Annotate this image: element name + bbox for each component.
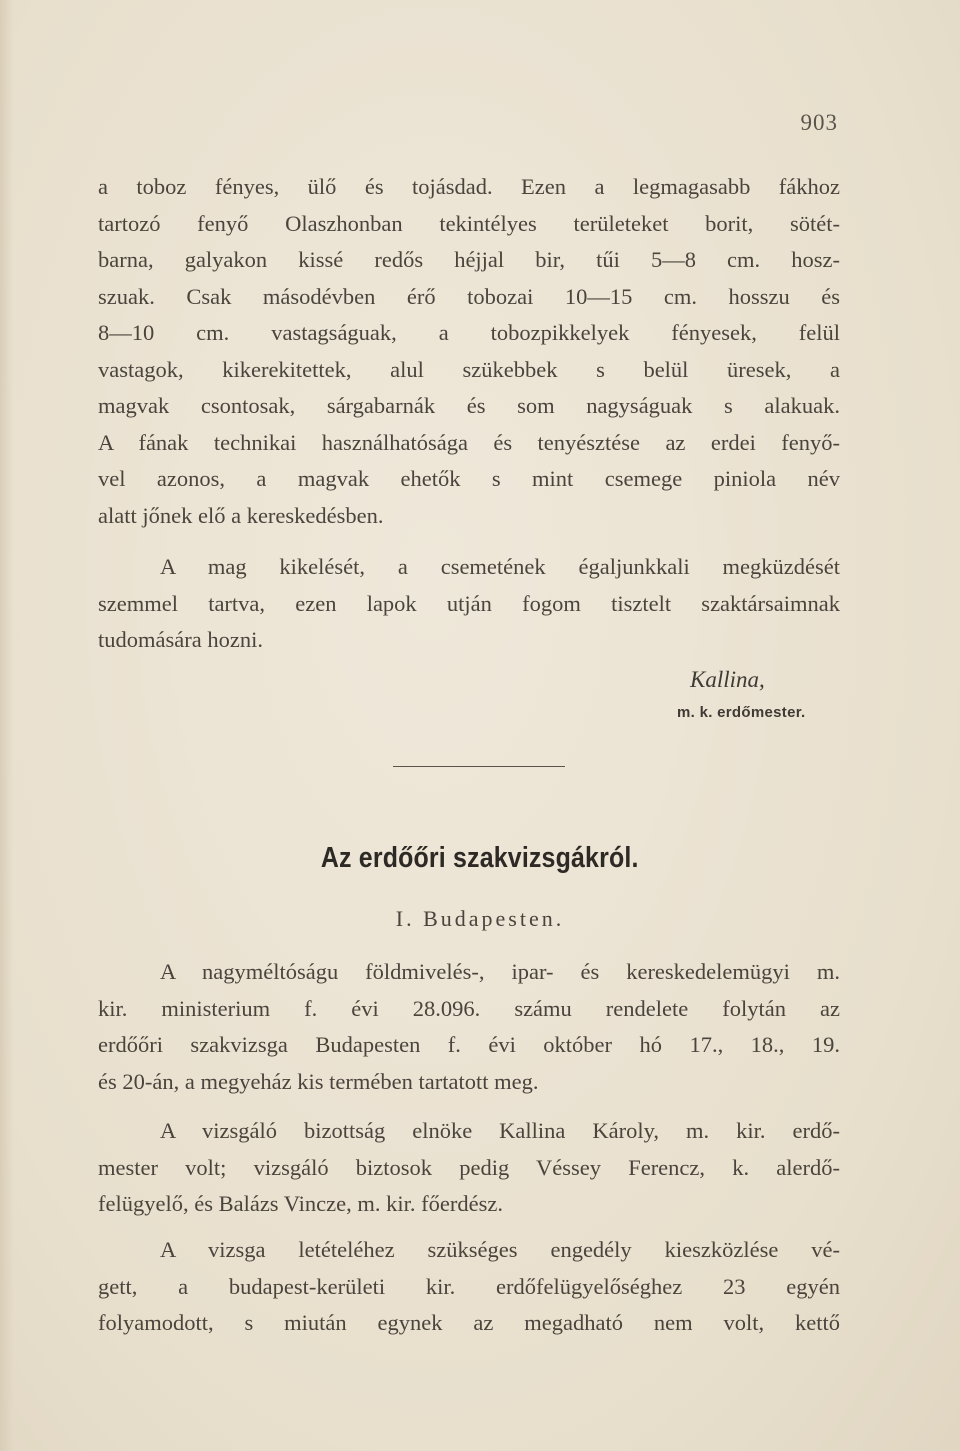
- section-divider: [393, 766, 565, 767]
- text-line: barna, galyakon kissé redős héjjal bir, tűi 5—8 cm. hosz-: [98, 247, 840, 272]
- signature-name: Kallina,: [690, 667, 765, 692]
- text-line: erdőőri szakvizsga Budapesten f. évi október hó 17., 18., 19.: [98, 1032, 840, 1057]
- section-subheading: I. Budapesten.: [395, 906, 565, 931]
- text-line: magvak csontosak, sárgabarnák és som nagyságuak s alakuak.: [98, 393, 840, 418]
- text-line: A nagyméltóságu földmivelés-, ipar- és kereskedelemügyi m.: [160, 959, 840, 984]
- text-line: vel azonos, a magvak ehetők s mint csemege piniola név: [98, 466, 840, 491]
- text-line: mester volt; vizsgáló biztosok pedig Véssey Ferencz, k. alerdő-: [98, 1155, 840, 1180]
- text-line: szuak. Csak másodévben érő tobozai 10—15 cm. hosszu és: [98, 284, 840, 309]
- text-line: és 20-án, a megyeház kis termében tartatott meg.: [98, 1069, 539, 1094]
- text-line: szemmel tartva, ezen lapok utján fogom tisztelt szaktársaimnak: [98, 591, 840, 616]
- text-line: A vizsgáló bizottság elnöke Kallina Károly, m. kir. erdő-: [160, 1118, 840, 1143]
- text-line: felügyelő, és Balázs Vincze, m. kir. főerdész.: [98, 1191, 503, 1216]
- page-number: 903: [800, 110, 838, 135]
- text-line: tartozó fenyő Olaszhonban tekintélyes területeket borit, sötét-: [98, 211, 840, 236]
- text-line: folyamodott, s miután egynek az megadható nem volt, kettő: [98, 1310, 840, 1335]
- text-line: vastagok, kikerekitettek, alul szükebbek s belül üresek, a: [98, 357, 840, 382]
- text-line: A mag kikelését, a csemetének égaljunkkali megküzdését: [160, 554, 840, 579]
- text-line: 8—10 cm. vastagságuak, a tobozpikkelyek fényesek, felül: [98, 320, 840, 345]
- text-line: gett, a budapest-kerületi kir. erdőfelügyelőséghez 23 egyén: [98, 1274, 840, 1299]
- text-line: alatt jőnek elő a kereskedésben.: [98, 503, 384, 528]
- text-line: tudomására hozni.: [98, 627, 263, 652]
- page-edge-shadow: [0, 0, 14, 1451]
- text-line: A fának technikai használhatósága és tenyésztése az erdei fenyő-: [98, 430, 840, 455]
- text-line: a toboz fényes, ülő és tojásdad. Ezen a legmagasabb fákhoz: [98, 174, 840, 199]
- section-heading-text: Az erdőőri szakvizsgákról.: [321, 842, 639, 874]
- text-line: A vizsga letételéhez szükséges engedély kieszközlése vé-: [160, 1237, 840, 1262]
- signature-title: m. k. erdőmester.: [677, 704, 806, 721]
- section-heading: [0, 842, 960, 875]
- text-line: kir. ministerium f. évi 28.096. számu rendelete folytán az: [98, 996, 840, 1021]
